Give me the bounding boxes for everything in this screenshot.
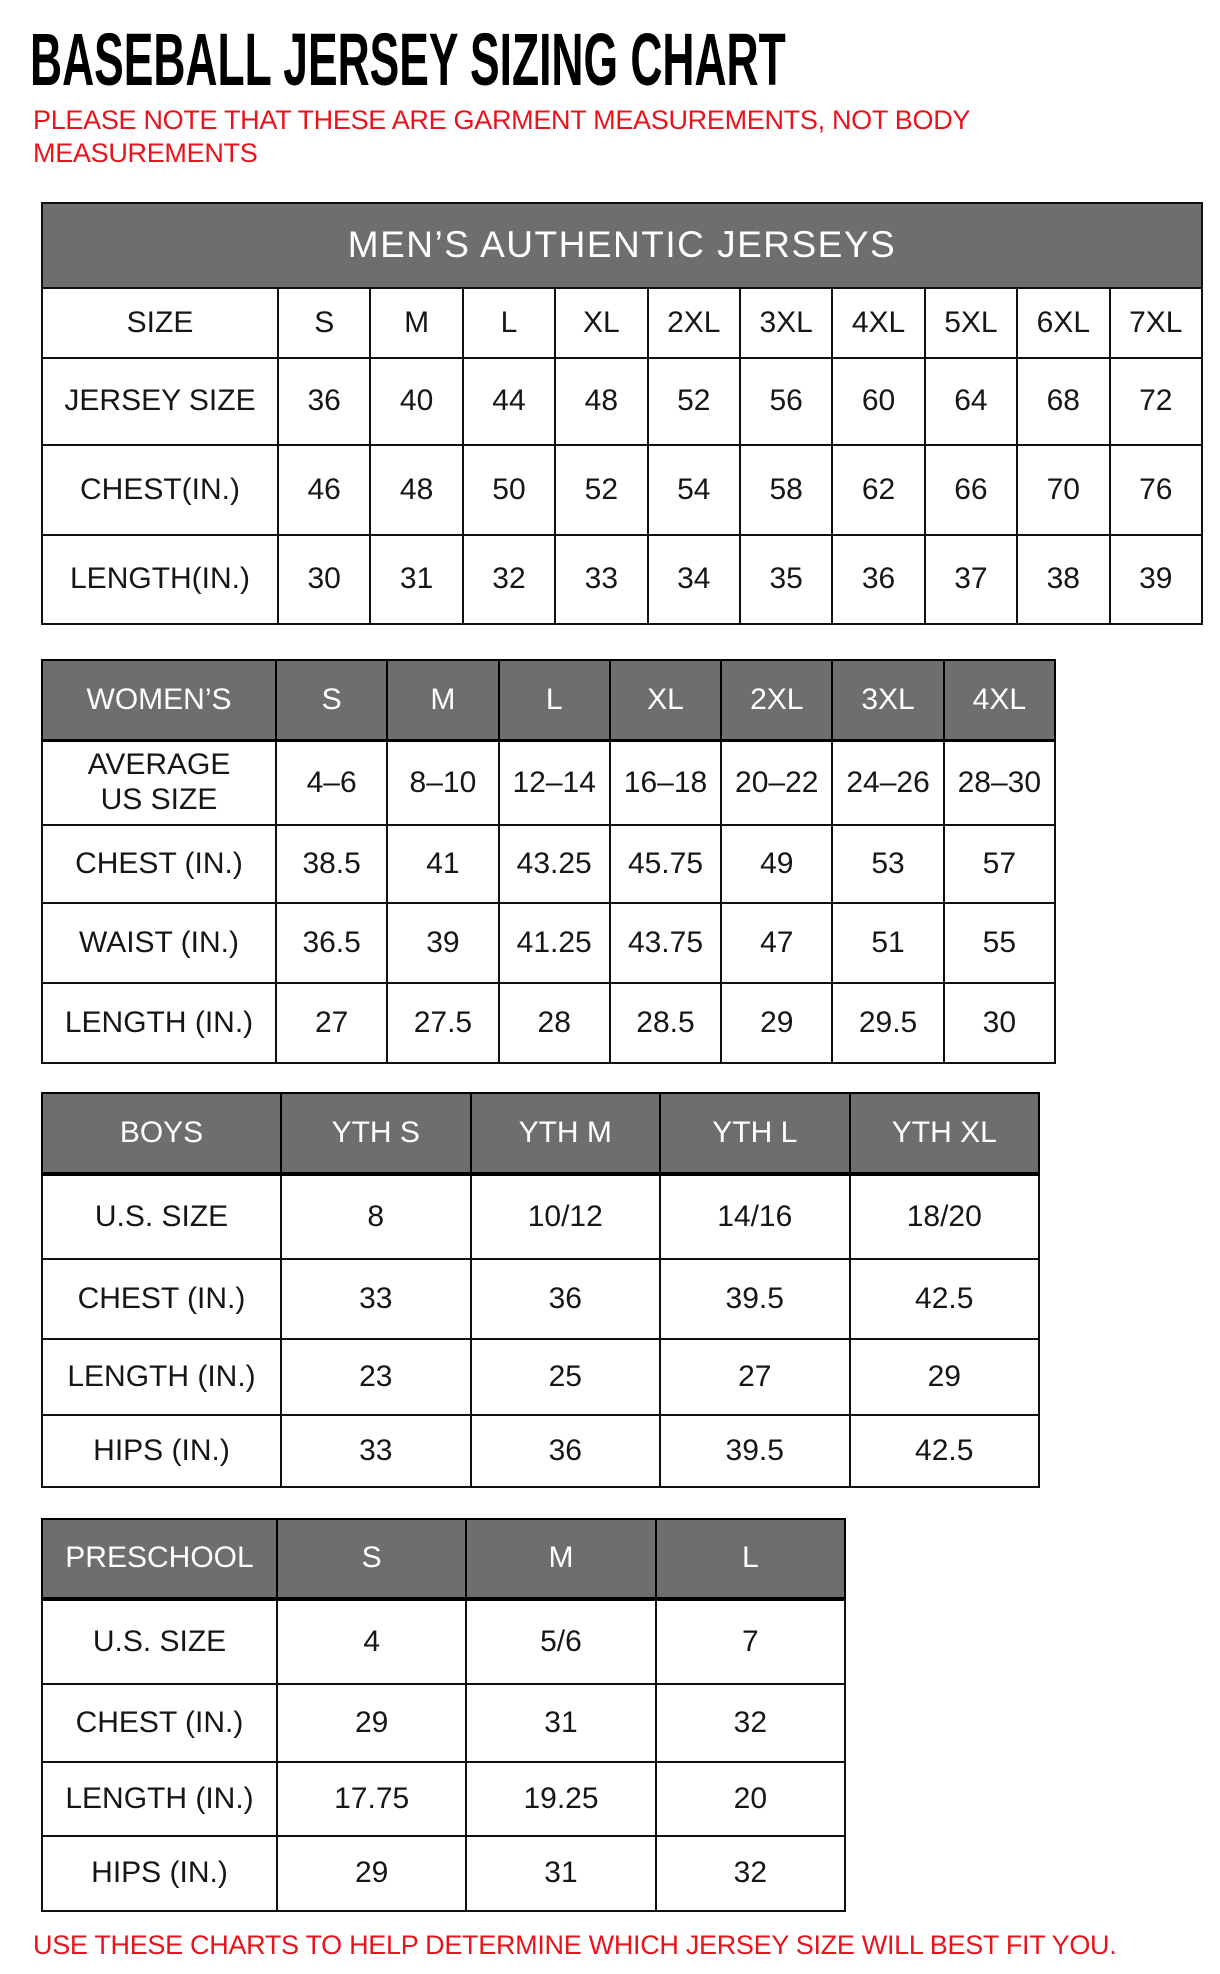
womens-size-header-cell: M bbox=[387, 660, 498, 740]
value-cell: 44 bbox=[463, 358, 555, 445]
value-cell: 33 bbox=[555, 535, 647, 624]
value-cell: 19.25 bbox=[466, 1762, 655, 1836]
value-cell: 36 bbox=[471, 1415, 661, 1487]
boys-table-grid bbox=[41, 1092, 1040, 1488]
value-cell: 39 bbox=[387, 903, 498, 983]
value-cell: 32 bbox=[463, 535, 555, 624]
row-label: U.S. SIZE bbox=[42, 1599, 277, 1684]
womens-size-header-cell: S bbox=[276, 660, 387, 740]
value-cell: 40 bbox=[370, 358, 462, 445]
preschool-table-grid bbox=[41, 1518, 846, 1912]
value-cell: 50 bbox=[463, 445, 555, 535]
value-cell: L bbox=[463, 288, 555, 358]
page-title bbox=[30, 18, 1220, 101]
value-cell: 5XL bbox=[925, 288, 1017, 358]
womens-size-header-cell: 2XL bbox=[721, 660, 832, 740]
garment-measurements-note bbox=[33, 104, 1220, 170]
value-cell: 51 bbox=[832, 903, 943, 983]
row-label: LENGTH (IN.) bbox=[42, 983, 276, 1063]
footer-note: USE THESE CHARTS TO HELP DETERMINE WHICH JERSEY SIZE WILL BEST FIT YOU. bbox=[33, 1930, 1117, 1961]
boys-header-label: BOYS bbox=[42, 1093, 281, 1174]
value-cell: 42.5 bbox=[850, 1259, 1040, 1339]
womens-header-label: WOMEN’S bbox=[42, 660, 276, 740]
value-cell: 52 bbox=[648, 358, 740, 445]
value-cell: 7 bbox=[656, 1599, 845, 1684]
boys-size-header-cell: YTH M bbox=[471, 1093, 661, 1174]
value-cell: 14/16 bbox=[660, 1174, 850, 1259]
womens-size-header-cell: XL bbox=[610, 660, 721, 740]
row-label: SIZE bbox=[42, 288, 278, 358]
value-cell: 3XL bbox=[740, 288, 832, 358]
note-line-1: PLEASE NOTE THAT THESE ARE GARMENT MEASUREMENTS, NOT BODY bbox=[33, 105, 971, 136]
boys-table-row bbox=[42, 1415, 1039, 1487]
value-cell: 27.5 bbox=[387, 983, 498, 1063]
womens-table-row bbox=[42, 903, 1055, 983]
value-cell: 43.25 bbox=[499, 825, 610, 903]
value-cell: 20 bbox=[656, 1762, 845, 1836]
womens-table-row bbox=[42, 740, 1055, 825]
value-cell: 43.75 bbox=[610, 903, 721, 983]
value-cell: 2XL bbox=[648, 288, 740, 358]
preschool-size-header-cell: L bbox=[656, 1519, 845, 1599]
value-cell: 36 bbox=[471, 1259, 661, 1339]
value-cell: 55 bbox=[944, 903, 1055, 983]
value-cell: 29.5 bbox=[832, 983, 943, 1063]
preschool-size-header-cell: S bbox=[277, 1519, 466, 1599]
value-cell: 27 bbox=[660, 1339, 850, 1415]
preschool-table-row bbox=[42, 1599, 845, 1684]
mens-banner: MEN’S AUTHENTIC JERSEYS bbox=[42, 203, 1202, 288]
row-label: U.S. SIZE bbox=[42, 1174, 281, 1259]
mens-table-row bbox=[42, 288, 1202, 358]
value-cell: 39 bbox=[1110, 535, 1202, 624]
value-cell: 20–22 bbox=[721, 740, 832, 825]
value-cell: 29 bbox=[721, 983, 832, 1063]
value-cell: 42.5 bbox=[850, 1415, 1040, 1487]
value-cell: 7XL bbox=[1110, 288, 1202, 358]
value-cell: 49 bbox=[721, 825, 832, 903]
value-cell: 64 bbox=[925, 358, 1017, 445]
value-cell: 30 bbox=[278, 535, 370, 624]
value-cell: 4–6 bbox=[276, 740, 387, 825]
value-cell: 16–18 bbox=[610, 740, 721, 825]
boys-table-row bbox=[42, 1174, 1039, 1259]
boys-size-header-cell: YTH S bbox=[281, 1093, 471, 1174]
row-label: CHEST(IN.) bbox=[42, 445, 278, 535]
value-cell: 5/6 bbox=[466, 1599, 655, 1684]
value-cell: XL bbox=[555, 288, 647, 358]
value-cell: 47 bbox=[721, 903, 832, 983]
row-label: LENGTH(IN.) bbox=[42, 535, 278, 624]
value-cell: 34 bbox=[648, 535, 740, 624]
value-cell: 17.75 bbox=[277, 1762, 466, 1836]
preschool-table-row bbox=[42, 1762, 845, 1836]
mens-table-grid bbox=[41, 202, 1203, 625]
value-cell: 39.5 bbox=[660, 1259, 850, 1339]
boys-size-header-cell: YTH XL bbox=[850, 1093, 1040, 1174]
value-cell: 56 bbox=[740, 358, 832, 445]
value-cell: 31 bbox=[370, 535, 462, 624]
value-cell: 24–26 bbox=[832, 740, 943, 825]
boys-table-row bbox=[42, 1339, 1039, 1415]
preschool-table-row bbox=[42, 1836, 845, 1911]
value-cell: 52 bbox=[555, 445, 647, 535]
preschool-table bbox=[41, 1518, 1220, 1912]
value-cell: 62 bbox=[832, 445, 924, 535]
value-cell: 29 bbox=[850, 1339, 1040, 1415]
value-cell: 32 bbox=[656, 1684, 845, 1762]
value-cell: S bbox=[278, 288, 370, 358]
value-cell: 28.5 bbox=[610, 983, 721, 1063]
value-cell: 58 bbox=[740, 445, 832, 535]
preschool-header-label: PRESCHOOL bbox=[42, 1519, 277, 1599]
value-cell: 8 bbox=[281, 1174, 471, 1259]
row-label: JERSEY SIZE bbox=[42, 358, 278, 445]
womens-size-header-cell: L bbox=[499, 660, 610, 740]
value-cell: 8–10 bbox=[387, 740, 498, 825]
value-cell: 68 bbox=[1017, 358, 1109, 445]
value-cell: 38.5 bbox=[276, 825, 387, 903]
mens-table-row bbox=[42, 535, 1202, 624]
value-cell: 66 bbox=[925, 445, 1017, 535]
value-cell: 60 bbox=[832, 358, 924, 445]
value-cell: 4XL bbox=[832, 288, 924, 358]
row-label: CHEST (IN.) bbox=[42, 1684, 277, 1762]
row-label: HIPS (IN.) bbox=[42, 1836, 277, 1911]
value-cell: 31 bbox=[466, 1684, 655, 1762]
row-label: AVERAGE US SIZE bbox=[42, 740, 276, 825]
mens-table-row bbox=[42, 358, 1202, 445]
mens-table-row bbox=[42, 445, 1202, 535]
value-cell: 36 bbox=[832, 535, 924, 624]
row-label: CHEST (IN.) bbox=[42, 1259, 281, 1339]
value-cell: 28–30 bbox=[944, 740, 1055, 825]
womens-size-header-cell: 3XL bbox=[832, 660, 943, 740]
value-cell: 31 bbox=[466, 1836, 655, 1911]
value-cell: 39.5 bbox=[660, 1415, 850, 1487]
row-label: LENGTH (IN.) bbox=[42, 1339, 281, 1415]
value-cell: M bbox=[370, 288, 462, 358]
value-cell: 33 bbox=[281, 1415, 471, 1487]
boys-table-row bbox=[42, 1259, 1039, 1339]
womens-size-header-cell: 4XL bbox=[944, 660, 1055, 740]
value-cell: 48 bbox=[555, 358, 647, 445]
row-label: WAIST (IN.) bbox=[42, 903, 276, 983]
value-cell: 53 bbox=[832, 825, 943, 903]
value-cell: 6XL bbox=[1017, 288, 1109, 358]
value-cell: 41.25 bbox=[499, 903, 610, 983]
womens-table-row bbox=[42, 825, 1055, 903]
page-title-text: BASEBALL JERSEY SIZING CHART bbox=[30, 18, 786, 101]
value-cell: 29 bbox=[277, 1684, 466, 1762]
note-line-2: MEASUREMENTS bbox=[33, 138, 258, 169]
row-label: CHEST (IN.) bbox=[42, 825, 276, 903]
value-cell: 54 bbox=[648, 445, 740, 535]
value-cell: 57 bbox=[944, 825, 1055, 903]
value-cell: 35 bbox=[740, 535, 832, 624]
boys-size-header-cell: YTH L bbox=[660, 1093, 850, 1174]
womens-table-grid bbox=[41, 659, 1056, 1064]
womens-table-row bbox=[42, 983, 1055, 1063]
mens-table bbox=[41, 202, 1220, 625]
value-cell: 12–14 bbox=[499, 740, 610, 825]
womens-table bbox=[41, 659, 1220, 1064]
value-cell: 23 bbox=[281, 1339, 471, 1415]
value-cell: 38 bbox=[1017, 535, 1109, 624]
value-cell: 25 bbox=[471, 1339, 661, 1415]
value-cell: 30 bbox=[944, 983, 1055, 1063]
value-cell: 32 bbox=[656, 1836, 845, 1911]
value-cell: 37 bbox=[925, 535, 1017, 624]
value-cell: 33 bbox=[281, 1259, 471, 1339]
value-cell: 29 bbox=[277, 1836, 466, 1911]
boys-table bbox=[41, 1092, 1220, 1488]
preschool-size-header-cell: M bbox=[466, 1519, 655, 1599]
value-cell: 4 bbox=[277, 1599, 466, 1684]
value-cell: 48 bbox=[370, 445, 462, 535]
value-cell: 72 bbox=[1110, 358, 1202, 445]
value-cell: 46 bbox=[278, 445, 370, 535]
value-cell: 41 bbox=[387, 825, 498, 903]
row-label: HIPS (IN.) bbox=[42, 1415, 281, 1487]
value-cell: 28 bbox=[499, 983, 610, 1063]
value-cell: 36.5 bbox=[276, 903, 387, 983]
value-cell: 70 bbox=[1017, 445, 1109, 535]
value-cell: 45.75 bbox=[610, 825, 721, 903]
value-cell: 10/12 bbox=[471, 1174, 661, 1259]
value-cell: 36 bbox=[278, 358, 370, 445]
value-cell: 18/20 bbox=[850, 1174, 1040, 1259]
row-label: LENGTH (IN.) bbox=[42, 1762, 277, 1836]
value-cell: 27 bbox=[276, 983, 387, 1063]
preschool-table-row bbox=[42, 1684, 845, 1762]
value-cell: 76 bbox=[1110, 445, 1202, 535]
